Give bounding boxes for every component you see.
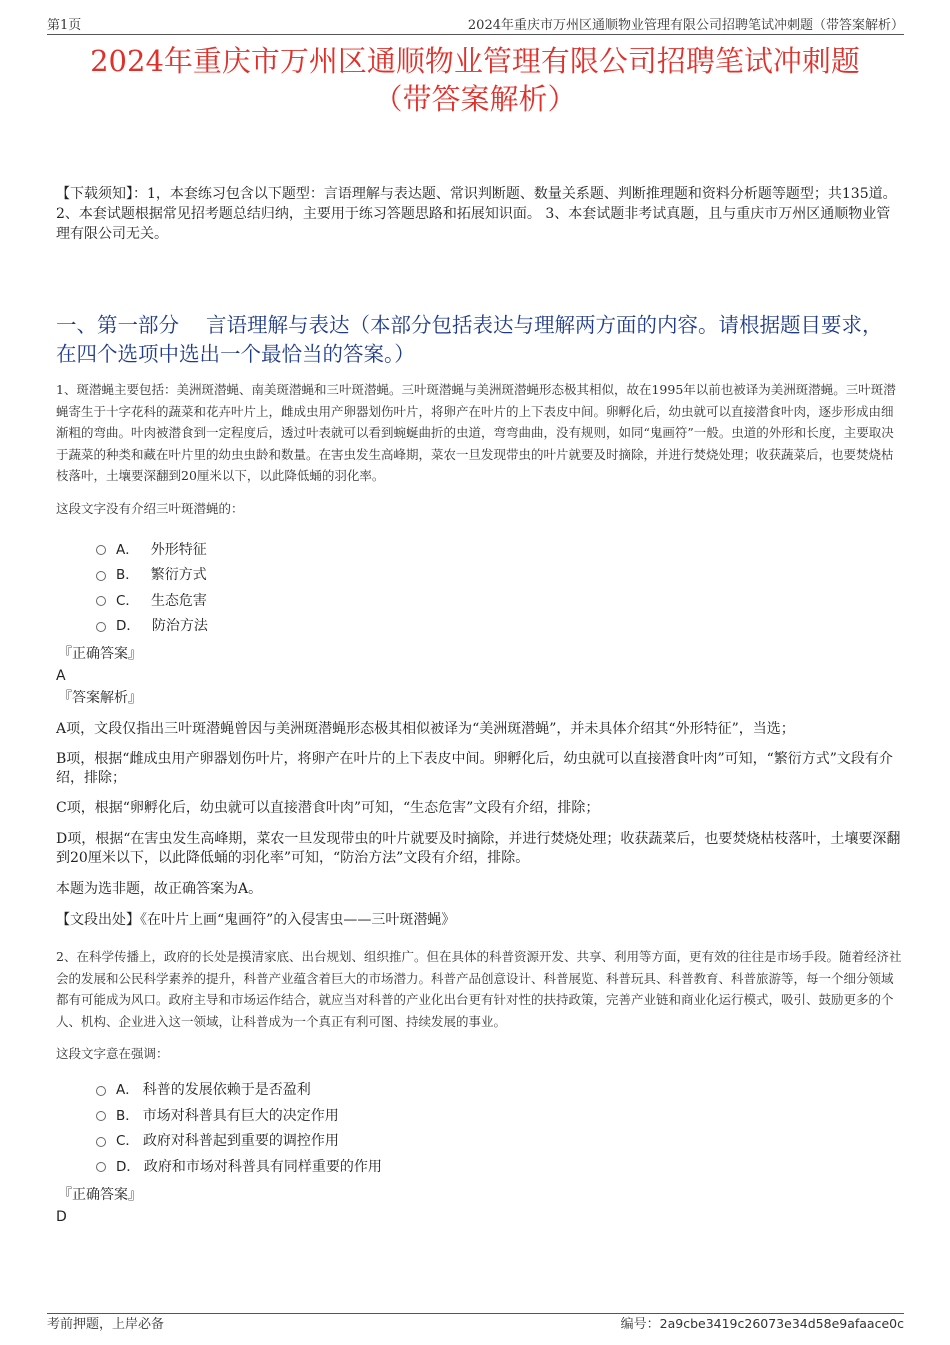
question-1-text: 1、斑潜蝇主要包括：美洲斑潜蝇、南美斑潜蝇和三叶斑潜蝇。三叶斑潜蝇与美洲斑潜蝇形态极其相似，故在1995年以前也被译为美洲斑潜蝇。三叶斑潜蝇寄生于十字花科的蔬菜和花卉叶片上，雌成虫用产卵器划伤叶片，将卵产在叶片的上下表皮中间。卵孵化后，幼虫就可以直接潜食叶肉，逐步形成由细渐粗的弯曲。叶肉被潜食到一定程度后，透过叶表就可以看到蜿蜒曲折的虫道，弯弯曲曲，没有规则，如同“鬼画符”一般。虫道的外形和长度，主要取决于蔬菜的种类和藏在叶片里的幼虫虫龄和数量。在害虫发生高峰期，菜农一旦发现带虫的叶片就要及时摘除，并进行焚烧处理；收获蔬菜后，也要焚烧枯枝落叶，土壤要深翻到20厘米以下，以此降低蛹的羽化率。	[56, 382, 896, 483]
option-b[interactable]: B． 市场对科普具有巨大的决定作用	[56, 1104, 902, 1130]
document-title	[40, 42, 910, 118]
option-d[interactable]: D． 政府和市场对科普具有同样重要的作用	[56, 1155, 902, 1181]
analysis-d: D项，根据“在害虫发生高峰期，菜农一旦发现带虫的叶片就要及时摘除，并进行焚烧处理；收获蔬菜后，也要焚烧枯枝落叶，土壤要深翻到20厘米以下，以此降低蛹的羽化率”可知，“防治方法”文段有介绍，排除。	[56, 830, 901, 866]
answer-label: 『正确答案』	[58, 1187, 142, 1203]
analysis-c: C项，根据“卵孵化后，幼虫就可以直接潜食叶肉”可知，“生态危害”文段有介绍，排除；	[56, 799, 600, 816]
page-footer	[47, 1313, 904, 1332]
option-c[interactable]: C． 政府对科普起到重要的调控作用	[56, 1129, 902, 1155]
correct-answer: A	[56, 667, 66, 684]
analysis-label: 『答案解析』	[58, 689, 142, 706]
radio-icon[interactable]	[96, 571, 106, 581]
option-d[interactable]: D． 防治方法	[56, 614, 902, 640]
question-2-options	[56, 1078, 902, 1180]
section-heading: 一、第一部分 言语理解与表达（本部分包括表达与理解两方面的内容。请根据题目要求，在四个选项中选出一个最恰当的答案。）	[56, 313, 883, 366]
text-source: 【文段出处】《在叶片上画“鬼画符”的入侵害虫——三叶斑潜蝇》	[56, 911, 456, 928]
footer-slogan: 考前押题，上岸必备	[47, 1317, 165, 1332]
radio-icon[interactable]	[96, 622, 106, 632]
analysis-a: A项，文段仅指出三叶斑潜蝇曾因与美洲斑潜蝇形态极其相似被译为“美洲斑潜蝇”，并未具体介绍其“外形特征”，当选；	[56, 720, 795, 737]
radio-icon[interactable]	[96, 1162, 106, 1172]
radio-icon[interactable]	[96, 1111, 106, 1121]
radio-icon[interactable]	[96, 545, 106, 555]
title-line-1: 2024年重庆市万州区通顺物业管理有限公司招聘笔试冲刺题	[90, 44, 860, 78]
option-a[interactable]: A． 科普的发展依赖于是否盈利	[56, 1078, 902, 1104]
analysis-conclusion: 本题为选非题，故正确答案为A。	[56, 880, 263, 897]
title-line-2: （带答案解析）	[373, 82, 577, 116]
question-1-prompt: 这段文字没有介绍三叶斑潜蝇的：	[56, 500, 244, 516]
radio-icon[interactable]	[96, 596, 106, 606]
analysis-b: B项，根据“雌成虫用产卵器划伤叶片，将卵产在叶片的上下表皮中间。卵孵化后，幼虫就可以直接潜食叶肉”可知，“繁衍方式”文段有介绍，排除；	[56, 750, 893, 786]
question-1-options	[56, 538, 902, 640]
correct-answer: D	[56, 1209, 67, 1225]
option-b[interactable]: B． 繁衍方式	[56, 563, 902, 589]
footer-code: 编号：2a9cbe3419c26073e34d58e9afaace0c	[620, 1316, 904, 1332]
radio-icon[interactable]	[96, 1137, 106, 1147]
radio-icon[interactable]	[96, 1086, 106, 1096]
answer-label: 『正确答案』	[58, 645, 142, 662]
question-1	[56, 379, 902, 930]
download-notice: 【下载须知】：1，本套练习包含以下题型：言语理解与表达题、常识判断题、数量关系题、判断推理题和资料分析题等题型；共135道。 2、本套试题根据常见招考题总结归纳，主要用于练习答题思路和拓展知识面。 3、本套试题非考试真题，且与重庆市万州区通顺物业管理有限公司无关。	[56, 186, 897, 242]
header-doc-title: 2024年重庆市万州区通顺物业管理有限公司招聘笔试冲刺题（带答案解析）	[467, 18, 904, 33]
option-a[interactable]: A． 外形特征	[56, 538, 902, 564]
question-2-prompt: 这段文字意在强调：	[56, 1046, 169, 1061]
option-c[interactable]: C． 生态危害	[56, 589, 902, 615]
question-2	[56, 946, 902, 1227]
page-number: 第1页	[47, 18, 82, 33]
question-2-text: 2、在科学传播上，政府的长处是摸清家底、出台规划、组织推广。但在具体的科普资源开发、共享、利用等方面，更有效的往往是市场手段。随着经济社会的发展和公民科学素养的提升，科普产业蕴含着巨大的市场潜力。科普产品创意设计、科普展览、科普玩具、科普教育、科普旅游等，每一个细分领域都有可能成为风口。政府主导和市场运作结合，就应当对科普的产业化出台更有针对性的扶持政策，完善产业链和商业化运行模式，吸引、鼓励更多的个人、机构、企业进入这一领域，让科普成为一个真正有利可图、持续发展的事业。	[56, 949, 902, 1029]
page-header	[47, 14, 904, 35]
